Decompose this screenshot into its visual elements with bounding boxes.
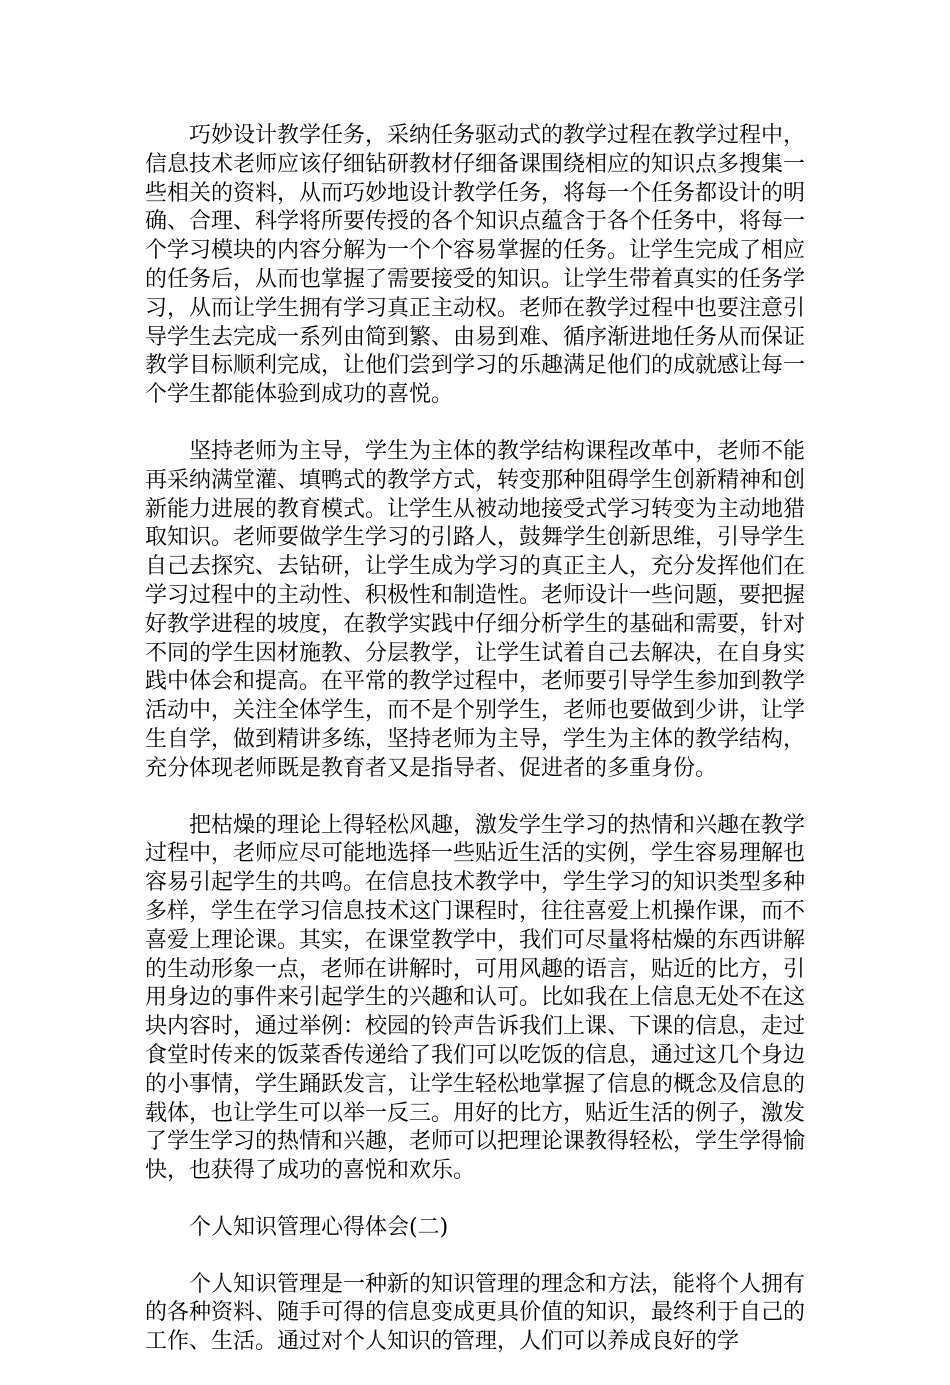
paragraph-knowledge-management: 个人知识管理是一种新的知识管理的理念和方法，能将个人拥有的各种资料、随手可得的信息变成更具价值的知识，最终利于自己的工作、生活。通过对个人知识的管理，人们可以养成良好的学 — [145, 1271, 806, 1355]
document-body — [145, 122, 805, 1385]
paragraph-theory-teaching: 把枯燥的理论上得轻松风趣，激发学生学习的热情和兴趣在教学过程中，老师应尽可能地选择一些贴近生活的实例，学生容易理解也容易引起学生的共鸣。在信息技术教学中，学生学习的知识类型多种多样，学生在学习信息技术这门课程时，往往喜爱上机操作课，而不喜爱上理论课。其实，在课堂教学中，我们可尽量将枯燥的东西讲解的生动形象一点，老师在讲解时，可用风趣的语言，贴近的比方，引用身边的事件来引起学生的兴趣和认可。比如我在上信息无处不在这块内容时，通过举例：校园的铃声告诉我们上课、下课的信息，走过食堂时传来的饭菜香传递给了我们可以吃饭的信息，通过这几个身边的小事情，学生踊跃发言，让学生轻松地掌握了信息的概念及信息的载体，也让学生可以举一反三。用好的比方，贴近生活的例子，激发了学生学习的热情和兴趣，老师可以把理论课教得轻松，学生学得愉快，也获得了成功的喜悦和欢乐。 — [145, 812, 806, 1184]
paragraph-task-design: 巧妙设计教学任务，采纳任务驱动式的教学过程在教学过程中，信息技术老师应该仔细钻研教材仔细备课围绕相应的知识点多搜集一些相关的资料，从而巧妙地设计教学任务，将每一个任务都设计的明确、合理、科学将所要传授的各个知识点蕴含于各个任务中，将每一个学习模块的内容分解为一个个容易掌握的任务。让学生完成了相应的任务后，从而也掌握了需要接受的知识。让学生带着真实的任务学习，从而让学生拥有学习真正主动权。老师在教学过程中也要注意引导学生去完成一系列由简到繁、由易到难、循序渐进地任务从而保证教学目标顺利完成，让他们尝到学习的乐趣满足他们的成就感让每一个学生都能体验到成功的喜悦。 — [145, 123, 806, 408]
paragraph-teacher-guidance: 坚持老师为主导，学生为主体的教学结构课程改革中，老师不能再采纳满堂灌、填鸭式的教学方式，转变那种阻碍学生创新精神和创新能力进展的教育模式。让学生从被动地接受式学习转变为主动地猎取知识。老师要做学生学习的引路人，鼓舞学生创新思维，引导学生自己去探究、去钻研，让学生成为学习的真正主人，充分发挥他们在学习过程中的主动性、积极性和制造性。老师设计一些问题，要把握好教学进程的坡度，在教学实践中仔细分析学生的基础和需要，针对不同的学生因材施教、分层教学，让学生试着自己去解决，在自身实践中体会和提高。在平常的教学过程中，老师要引导学生参加到教学活动中，关注全体学生，而不是个别学生，老师也要做到少讲，让学生自学，做到精讲多练，坚持老师为主导，学生为主体的教学结构，充分体现老师既是教育者又是指导者、促进者的多重身份。 — [145, 438, 806, 781]
section-heading: 个人知识管理心得体会(二) — [189, 1214, 449, 1240]
